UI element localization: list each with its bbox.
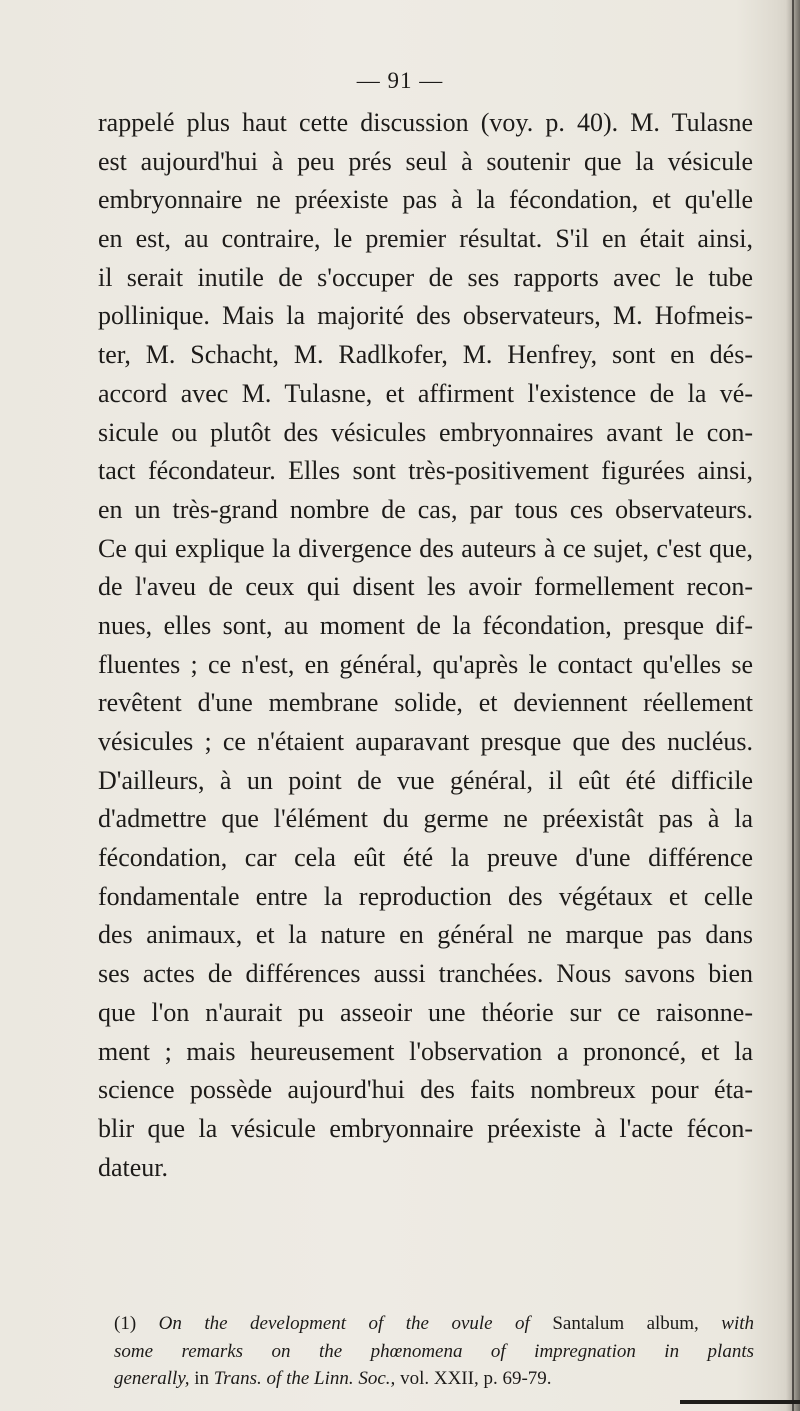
body-line: fluentes ; ce n'est, en général, qu'après le contact qu'elles se xyxy=(98,649,753,679)
body-line: en est, au contraire, le premier résultat. S'il en était ainsi, xyxy=(98,224,753,254)
body-line: embryonnaire ne préexiste pas à la fécondation, et qu'elle xyxy=(98,185,753,215)
body-line: D'ailleurs, à un point de vue général, il eût été difficile xyxy=(98,765,753,795)
footnote-line xyxy=(114,1365,754,1393)
body-line: il serait inutile de s'occuper de ses rapports avec le tube xyxy=(98,262,753,292)
footnote-journal: Trans. of the Linn. Soc., xyxy=(213,1368,396,1389)
body-line: que l'on n'aurait pu asseoir une théorie sur ce raisonne- xyxy=(98,997,753,1027)
footnote-title: On the development of the ovule of xyxy=(158,1313,530,1334)
body-line: est aujourd'hui à peu prés seul à soutenir que la vésicule xyxy=(98,146,753,176)
footnote-title-end: generally, xyxy=(114,1368,190,1389)
body-line: rappelé plus haut cette discussion (voy. p. 40). M. Tulasne xyxy=(98,108,753,137)
body-line: fondamentale entre la reproduction des végétaux et celle xyxy=(98,881,753,911)
body-line: de l'aveu de ceux qui disent les avoir formellement recon- xyxy=(98,572,753,602)
footnote xyxy=(114,1310,754,1393)
body-line: en un très-grand nombre de cas, par tous ces observateurs. xyxy=(98,494,753,524)
footnote-line xyxy=(114,1310,754,1338)
body-line: ses actes de différences aussi tranchées. Nous savons bien xyxy=(98,959,753,989)
body-line: d'admettre que l'élément du germe ne préexistât pas à la xyxy=(98,804,753,834)
body-line: sicule ou plutôt des vésicules embryonnaires avant le con- xyxy=(98,417,753,447)
page-number: — 91 — xyxy=(356,68,444,93)
body-line: dateur. xyxy=(98,1152,169,1182)
footnote-line xyxy=(114,1338,754,1366)
body-line: accord avec M. Tulasne, et affirment l'existence de la vé- xyxy=(98,378,753,408)
footnote-subject: Santalum album, xyxy=(552,1313,699,1334)
body-line: des animaux, et la nature en général ne marque pas dans xyxy=(98,920,753,950)
page-binding-edge xyxy=(792,0,794,1411)
body-line: tact fécondateur. Elles sont très-positivement figurées ainsi, xyxy=(98,456,753,486)
body-line: ment ; mais heureusement l'observation a prononcé, et la xyxy=(98,1036,753,1066)
body-line: pollinique. Mais la majorité des observateurs, M. Hofmeis- xyxy=(98,301,753,331)
footnote-marker: (1) xyxy=(114,1313,137,1334)
body-line: science possède aujourd'hui des faits nombreux pour éta- xyxy=(98,1075,753,1105)
body-line: Ce qui explique la divergence des auteurs à ce sujet, c'est que, xyxy=(98,533,753,563)
body-line: revêtent d'une membrane solide, et deviennent réellement xyxy=(98,688,753,718)
body-line: fécondation, car cela eût été la preuve d'une différence xyxy=(98,843,753,873)
body-line: ter, M. Schacht, M. Radlkofer, M. Henfrey, sont en dés- xyxy=(98,340,753,370)
body-line: blir que la vésicule embryonnaire préexiste à l'acte fécon- xyxy=(98,1113,753,1143)
footnote-in: in xyxy=(194,1368,209,1389)
footnote-reference: vol. XXII, p. 69-79. xyxy=(400,1368,552,1389)
body-text xyxy=(98,104,753,1187)
body-line: vésicules ; ce n'étaient auparavant presque que des nucléus. xyxy=(98,727,753,756)
page-corner-rule xyxy=(680,1400,800,1404)
body-line: nues, elles sont, au moment de la fécondation, presque dif- xyxy=(98,610,753,640)
footnote-title-cont: some remarks on the phœnomena of impregnation in plants xyxy=(114,1340,754,1362)
footnote-remarks: with xyxy=(721,1313,755,1334)
